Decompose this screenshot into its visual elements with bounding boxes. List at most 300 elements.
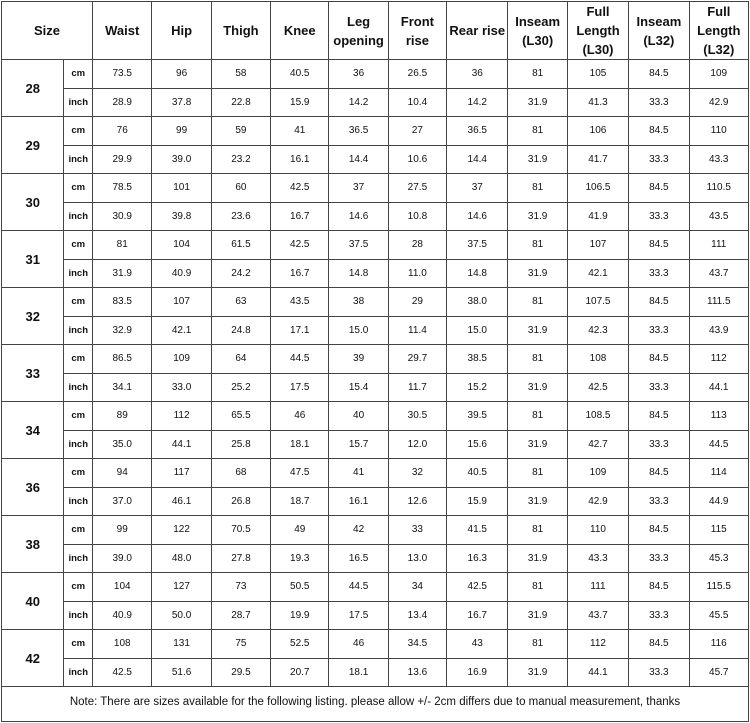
- unit-label: cm: [64, 630, 93, 659]
- measurement-cell: 16.7: [271, 202, 329, 231]
- measurement-cell: 33.3: [629, 259, 689, 288]
- measurement-cell: 35.0: [93, 430, 152, 459]
- size-label: 36: [2, 459, 64, 516]
- column-header: [508, 2, 567, 60]
- measurement-cell: 44.9: [689, 487, 748, 516]
- column-header-line: Front: [400, 13, 435, 29]
- unit-label: inch: [64, 259, 93, 288]
- measurement-cell: 36.5: [447, 117, 508, 146]
- measurement-cell: 68: [211, 459, 270, 488]
- table-row: [2, 231, 749, 260]
- column-header-line: Waist: [105, 23, 140, 38]
- table-row: [2, 88, 749, 117]
- measurement-cell: 15.0: [447, 316, 508, 345]
- unit-label: cm: [64, 516, 93, 545]
- measurement-cell: 17.1: [271, 316, 329, 345]
- column-header: [689, 2, 748, 60]
- measurement-cell: 33.3: [629, 658, 689, 687]
- measurement-cell: 44.1: [689, 373, 748, 402]
- measurement-cell: 43.5: [271, 288, 329, 317]
- measurement-cell: 24.2: [211, 259, 270, 288]
- measurement-cell: 86.5: [93, 345, 152, 374]
- measurement-cell: 44.5: [271, 345, 329, 374]
- measurement-cell: 33.3: [629, 316, 689, 345]
- size-label: 29: [2, 117, 64, 174]
- measurement-cell: 84.5: [629, 174, 689, 203]
- column-header-line: rise: [405, 32, 429, 48]
- column-header-line: (L32): [643, 32, 675, 48]
- measurement-cell: 110: [567, 516, 628, 545]
- measurement-cell: 84.5: [629, 345, 689, 374]
- measurement-cell: 15.2: [447, 373, 508, 402]
- measurement-cell: 37.8: [152, 88, 211, 117]
- measurement-cell: 14.2: [447, 88, 508, 117]
- table-row: [2, 373, 749, 402]
- measurement-cell: 15.6: [447, 430, 508, 459]
- measurement-cell: 81: [508, 402, 567, 431]
- unit-label: inch: [64, 601, 93, 630]
- measurement-cell: 81: [508, 231, 567, 260]
- measurement-cell: 42.7: [567, 430, 628, 459]
- measurement-cell: 14.8: [329, 259, 388, 288]
- measurement-cell: 14.4: [329, 145, 388, 174]
- measurement-cell: 31.9: [508, 601, 567, 630]
- measurement-cell: 13.0: [388, 544, 446, 573]
- column-header-line: (L30): [522, 32, 554, 48]
- measurement-cell: 16.1: [329, 487, 388, 516]
- table-row: [2, 288, 749, 317]
- measurement-cell: 28.7: [211, 601, 270, 630]
- measurement-cell: 38.5: [447, 345, 508, 374]
- measurement-cell: 58: [211, 60, 270, 89]
- measurement-cell: 33.3: [629, 145, 689, 174]
- measurement-cell: 14.4: [447, 145, 508, 174]
- measurement-cell: 37.5: [447, 231, 508, 260]
- measurement-cell: 107.5: [567, 288, 628, 317]
- measurement-cell: 15.0: [329, 316, 388, 345]
- measurement-cell: 11.4: [388, 316, 446, 345]
- measurement-cell: 81: [508, 630, 567, 659]
- column-header-line: Inseam: [636, 13, 682, 29]
- measurement-cell: 27.5: [388, 174, 446, 203]
- measurement-cell: 43: [447, 630, 508, 659]
- unit-label: inch: [64, 373, 93, 402]
- column-header: [388, 2, 446, 60]
- column-header-line: Knee: [283, 23, 316, 38]
- unit-label: cm: [64, 345, 93, 374]
- measurement-cell: 108: [93, 630, 152, 659]
- unit-label: cm: [64, 573, 93, 602]
- measurement-cell: 11.7: [388, 373, 446, 402]
- measurement-cell: 84.5: [629, 288, 689, 317]
- measurement-cell: 29: [388, 288, 446, 317]
- measurement-cell: 34.1: [93, 373, 152, 402]
- measurement-cell: 113: [689, 402, 748, 431]
- measurement-cell: 33.3: [629, 544, 689, 573]
- measurement-cell: 51.6: [152, 658, 211, 687]
- measurement-cell: 43.9: [689, 316, 748, 345]
- measurement-cell: 42.5: [271, 174, 329, 203]
- measurement-cell: 81: [508, 516, 567, 545]
- measurement-cell: 84.5: [629, 231, 689, 260]
- measurement-cell: 115: [689, 516, 748, 545]
- unit-label: cm: [64, 174, 93, 203]
- measurement-cell: 41.3: [567, 88, 628, 117]
- measurement-cell: 45.7: [689, 658, 748, 687]
- table-row: [2, 487, 749, 516]
- measurement-cell: 131: [152, 630, 211, 659]
- measurement-cell: 81: [508, 573, 567, 602]
- measurement-cell: 40.9: [93, 601, 152, 630]
- column-header-line: Rear rise: [449, 23, 506, 38]
- measurement-cell: 42.5: [567, 373, 628, 402]
- measurement-cell: 42.1: [152, 316, 211, 345]
- measurement-cell: 84.5: [629, 60, 689, 89]
- measurement-cell: 10.8: [388, 202, 446, 231]
- measurement-cell: 109: [152, 345, 211, 374]
- measurement-cell: 81: [508, 459, 567, 488]
- measurement-cell: 106: [567, 117, 628, 146]
- size-label: 40: [2, 573, 64, 630]
- table-row: [2, 459, 749, 488]
- measurement-cell: 43.7: [689, 259, 748, 288]
- measurement-cell: 31.9: [508, 88, 567, 117]
- measurement-cell: 10.6: [388, 145, 446, 174]
- measurement-cell: 24.8: [211, 316, 270, 345]
- column-header-line: Length: [576, 23, 620, 38]
- measurement-cell: 40.9: [152, 259, 211, 288]
- measurement-cell: 16.5: [329, 544, 388, 573]
- measurement-cell: 109: [689, 60, 748, 89]
- measurement-cell: 26.8: [211, 487, 270, 516]
- measurement-cell: 73: [211, 573, 270, 602]
- column-header: [93, 2, 152, 60]
- column-header: [152, 2, 211, 60]
- measurement-cell: 25.8: [211, 430, 270, 459]
- measurement-cell: 14.6: [329, 202, 388, 231]
- size-label: 33: [2, 345, 64, 402]
- column-header-line: Leg: [347, 13, 371, 29]
- measurement-cell: 42.3: [567, 316, 628, 345]
- measurement-cell: 43.3: [567, 544, 628, 573]
- measurement-cell: 114: [689, 459, 748, 488]
- measurement-cell: 83.5: [93, 288, 152, 317]
- measurement-cell: 40: [329, 402, 388, 431]
- measurement-cell: 11.0: [388, 259, 446, 288]
- measurement-cell: 45.5: [689, 601, 748, 630]
- measurement-cell: 13.4: [388, 601, 446, 630]
- measurement-cell: 49: [271, 516, 329, 545]
- measurement-cell: 50.5: [271, 573, 329, 602]
- unit-label: inch: [64, 145, 93, 174]
- measurement-cell: 33.0: [152, 373, 211, 402]
- measurement-cell: 84.5: [629, 630, 689, 659]
- column-header-line: Full: [707, 4, 731, 19]
- measurement-cell: 38.0: [447, 288, 508, 317]
- measurement-cell: 46: [271, 402, 329, 431]
- unit-label: cm: [64, 459, 93, 488]
- column-header: [329, 2, 388, 60]
- measurement-cell: 37.5: [329, 231, 388, 260]
- measurement-cell: 122: [152, 516, 211, 545]
- unit-label: inch: [64, 88, 93, 117]
- column-header-line: Length: [697, 23, 741, 38]
- measurement-cell: 44.5: [689, 430, 748, 459]
- note: Note: There are sizes available for the following listing. please allow +/- 2cm differs due to manual measurement, thanks: [1, 682, 749, 722]
- measurement-cell: 39.0: [152, 145, 211, 174]
- unit-label: inch: [64, 202, 93, 231]
- header-row: [2, 2, 749, 60]
- measurement-cell: 107: [567, 231, 628, 260]
- measurement-cell: 38: [329, 288, 388, 317]
- measurement-cell: 33.3: [629, 202, 689, 231]
- measurement-cell: 81: [508, 60, 567, 89]
- measurement-cell: 73.5: [93, 60, 152, 89]
- measurement-cell: 37.0: [93, 487, 152, 516]
- measurement-cell: 46: [329, 630, 388, 659]
- measurement-cell: 39: [329, 345, 388, 374]
- measurement-cell: 40.5: [271, 60, 329, 89]
- size-label: 38: [2, 516, 64, 573]
- measurement-cell: 31.9: [508, 316, 567, 345]
- unit-label: cm: [64, 288, 93, 317]
- measurement-cell: 22.8: [211, 88, 270, 117]
- measurement-cell: 19.9: [271, 601, 329, 630]
- measurement-cell: 63: [211, 288, 270, 317]
- measurement-cell: 23.6: [211, 202, 270, 231]
- column-header: [211, 2, 270, 60]
- measurement-cell: 31.9: [508, 544, 567, 573]
- measurement-cell: 42: [329, 516, 388, 545]
- measurement-cell: 18.1: [271, 430, 329, 459]
- table-row: [2, 601, 749, 630]
- measurement-cell: 40.5: [447, 459, 508, 488]
- measurement-cell: 16.9: [447, 658, 508, 687]
- measurement-cell: 94: [93, 459, 152, 488]
- table-row: [2, 430, 749, 459]
- measurement-cell: 42.5: [447, 573, 508, 602]
- measurement-cell: 27: [388, 117, 446, 146]
- measurement-cell: 42.9: [567, 487, 628, 516]
- unit-label: cm: [64, 117, 93, 146]
- measurement-cell: 39.0: [93, 544, 152, 573]
- measurement-cell: 33.3: [629, 430, 689, 459]
- measurement-cell: 110: [689, 117, 748, 146]
- table-row: [2, 573, 749, 602]
- measurement-cell: 112: [689, 345, 748, 374]
- measurement-cell: 32: [388, 459, 446, 488]
- measurement-cell: 36: [447, 60, 508, 89]
- table-row: [2, 402, 749, 431]
- size-label: 34: [2, 402, 64, 459]
- measurement-cell: 65.5: [211, 402, 270, 431]
- measurement-cell: 31.9: [508, 373, 567, 402]
- unit-label: cm: [64, 402, 93, 431]
- measurement-cell: 70.5: [211, 516, 270, 545]
- measurement-cell: 110.5: [689, 174, 748, 203]
- column-header-line: (L32): [703, 42, 735, 57]
- measurement-cell: 31.9: [508, 658, 567, 687]
- measurement-cell: 42.9: [689, 88, 748, 117]
- measurement-cell: 105: [567, 60, 628, 89]
- measurement-cell: 41.9: [567, 202, 628, 231]
- measurement-cell: 96: [152, 60, 211, 89]
- measurement-cell: 41: [329, 459, 388, 488]
- measurement-cell: 112: [152, 402, 211, 431]
- measurement-cell: 47.5: [271, 459, 329, 488]
- measurement-cell: 33.3: [629, 601, 689, 630]
- measurement-cell: 31.9: [508, 202, 567, 231]
- measurement-cell: 76: [93, 117, 152, 146]
- column-header: [629, 2, 689, 60]
- measurement-cell: 78.5: [93, 174, 152, 203]
- measurement-cell: 12.0: [388, 430, 446, 459]
- measurement-cell: 14.6: [447, 202, 508, 231]
- size-label: 32: [2, 288, 64, 345]
- measurement-cell: 37: [447, 174, 508, 203]
- measurement-cell: 37: [329, 174, 388, 203]
- measurement-cell: 46.1: [152, 487, 211, 516]
- column-header-line: Hip: [171, 23, 193, 38]
- measurement-cell: 41.7: [567, 145, 628, 174]
- measurement-cell: 34: [388, 573, 446, 602]
- size-label: 31: [2, 231, 64, 288]
- measurement-cell: 43.5: [689, 202, 748, 231]
- column-header: [447, 2, 508, 60]
- measurement-cell: 15.4: [329, 373, 388, 402]
- table-row: [2, 60, 749, 89]
- table-row: [2, 516, 749, 545]
- measurement-cell: 81: [508, 117, 567, 146]
- measurement-cell: 99: [152, 117, 211, 146]
- measurement-cell: 59: [211, 117, 270, 146]
- measurement-cell: 84.5: [629, 402, 689, 431]
- measurement-cell: 27.8: [211, 544, 270, 573]
- measurement-cell: 107: [152, 288, 211, 317]
- table-row: [2, 544, 749, 573]
- measurement-cell: 15.9: [447, 487, 508, 516]
- measurement-cell: 31.9: [508, 259, 567, 288]
- measurement-cell: 112: [567, 630, 628, 659]
- measurement-cell: 14.8: [447, 259, 508, 288]
- measurement-cell: 19.3: [271, 544, 329, 573]
- measurement-cell: 50.0: [152, 601, 211, 630]
- measurement-cell: 28.9: [93, 88, 152, 117]
- measurement-cell: 23.2: [211, 145, 270, 174]
- measurement-cell: 25.2: [211, 373, 270, 402]
- measurement-cell: 42.5: [93, 658, 152, 687]
- column-header-line: Thigh: [223, 23, 259, 38]
- measurement-cell: 42.1: [567, 259, 628, 288]
- measurement-cell: 16.1: [271, 145, 329, 174]
- size-label: 42: [2, 630, 64, 687]
- measurement-cell: 36.5: [329, 117, 388, 146]
- measurement-cell: 32.9: [93, 316, 152, 345]
- table-row: [2, 117, 749, 146]
- table-row: [2, 316, 749, 345]
- table-row: [2, 174, 749, 203]
- measurement-cell: 43.7: [567, 601, 628, 630]
- measurement-cell: 89: [93, 402, 152, 431]
- table-row: [2, 202, 749, 231]
- measurement-cell: 17.5: [271, 373, 329, 402]
- measurement-cell: 84.5: [629, 573, 689, 602]
- unit-label: cm: [64, 231, 93, 260]
- measurement-cell: 48.0: [152, 544, 211, 573]
- measurement-cell: 16.7: [447, 601, 508, 630]
- measurement-cell: 106.5: [567, 174, 628, 203]
- measurement-cell: 60: [211, 174, 270, 203]
- measurement-cell: 111: [567, 573, 628, 602]
- measurement-cell: 30.9: [93, 202, 152, 231]
- measurement-cell: 101: [152, 174, 211, 203]
- measurement-cell: 108.5: [567, 402, 628, 431]
- measurement-cell: 109: [567, 459, 628, 488]
- measurement-cell: 81: [508, 345, 567, 374]
- measurement-cell: 41: [271, 117, 329, 146]
- measurement-cell: 42.5: [271, 231, 329, 260]
- measurement-cell: 84.5: [629, 516, 689, 545]
- table-row: [2, 145, 749, 174]
- size-header: Size: [2, 2, 93, 60]
- size-table: [1, 1, 749, 687]
- measurement-cell: 17.5: [329, 601, 388, 630]
- measurement-cell: 16.3: [447, 544, 508, 573]
- measurement-cell: 39.8: [152, 202, 211, 231]
- measurement-cell: 41.5: [447, 516, 508, 545]
- unit-label: inch: [64, 316, 93, 345]
- measurement-cell: 39.5: [447, 402, 508, 431]
- measurement-cell: 14.2: [329, 88, 388, 117]
- size-label: 28: [2, 60, 64, 117]
- size-label: 30: [2, 174, 64, 231]
- measurement-cell: 99: [93, 516, 152, 545]
- measurement-cell: 64: [211, 345, 270, 374]
- measurement-cell: 33.3: [629, 373, 689, 402]
- measurement-cell: 108: [567, 345, 628, 374]
- table-row: [2, 630, 749, 659]
- unit-label: inch: [64, 544, 93, 573]
- measurement-cell: 116: [689, 630, 748, 659]
- column-header-line: (L30): [582, 42, 614, 57]
- measurement-cell: 18.1: [329, 658, 388, 687]
- measurement-cell: 44.1: [152, 430, 211, 459]
- measurement-cell: 33.3: [629, 88, 689, 117]
- measurement-cell: 31.9: [508, 430, 567, 459]
- unit-label: inch: [64, 487, 93, 516]
- measurement-cell: 31.9: [508, 145, 567, 174]
- column-header-line: opening: [333, 32, 384, 48]
- measurement-cell: 29.9: [93, 145, 152, 174]
- measurement-cell: 26.5: [388, 60, 446, 89]
- measurement-cell: 29.5: [211, 658, 270, 687]
- measurement-cell: 104: [93, 573, 152, 602]
- measurement-cell: 111.5: [689, 288, 748, 317]
- measurement-cell: 115.5: [689, 573, 748, 602]
- measurement-cell: 52.5: [271, 630, 329, 659]
- table-row: [2, 259, 749, 288]
- measurement-cell: 36: [329, 60, 388, 89]
- measurement-cell: 16.7: [271, 259, 329, 288]
- measurement-cell: 84.5: [629, 459, 689, 488]
- measurement-cell: 117: [152, 459, 211, 488]
- measurement-cell: 33.3: [629, 487, 689, 516]
- measurement-cell: 20.7: [271, 658, 329, 687]
- measurement-cell: 12.6: [388, 487, 446, 516]
- measurement-cell: 127: [152, 573, 211, 602]
- measurement-cell: 31.9: [508, 487, 567, 516]
- measurement-cell: 15.7: [329, 430, 388, 459]
